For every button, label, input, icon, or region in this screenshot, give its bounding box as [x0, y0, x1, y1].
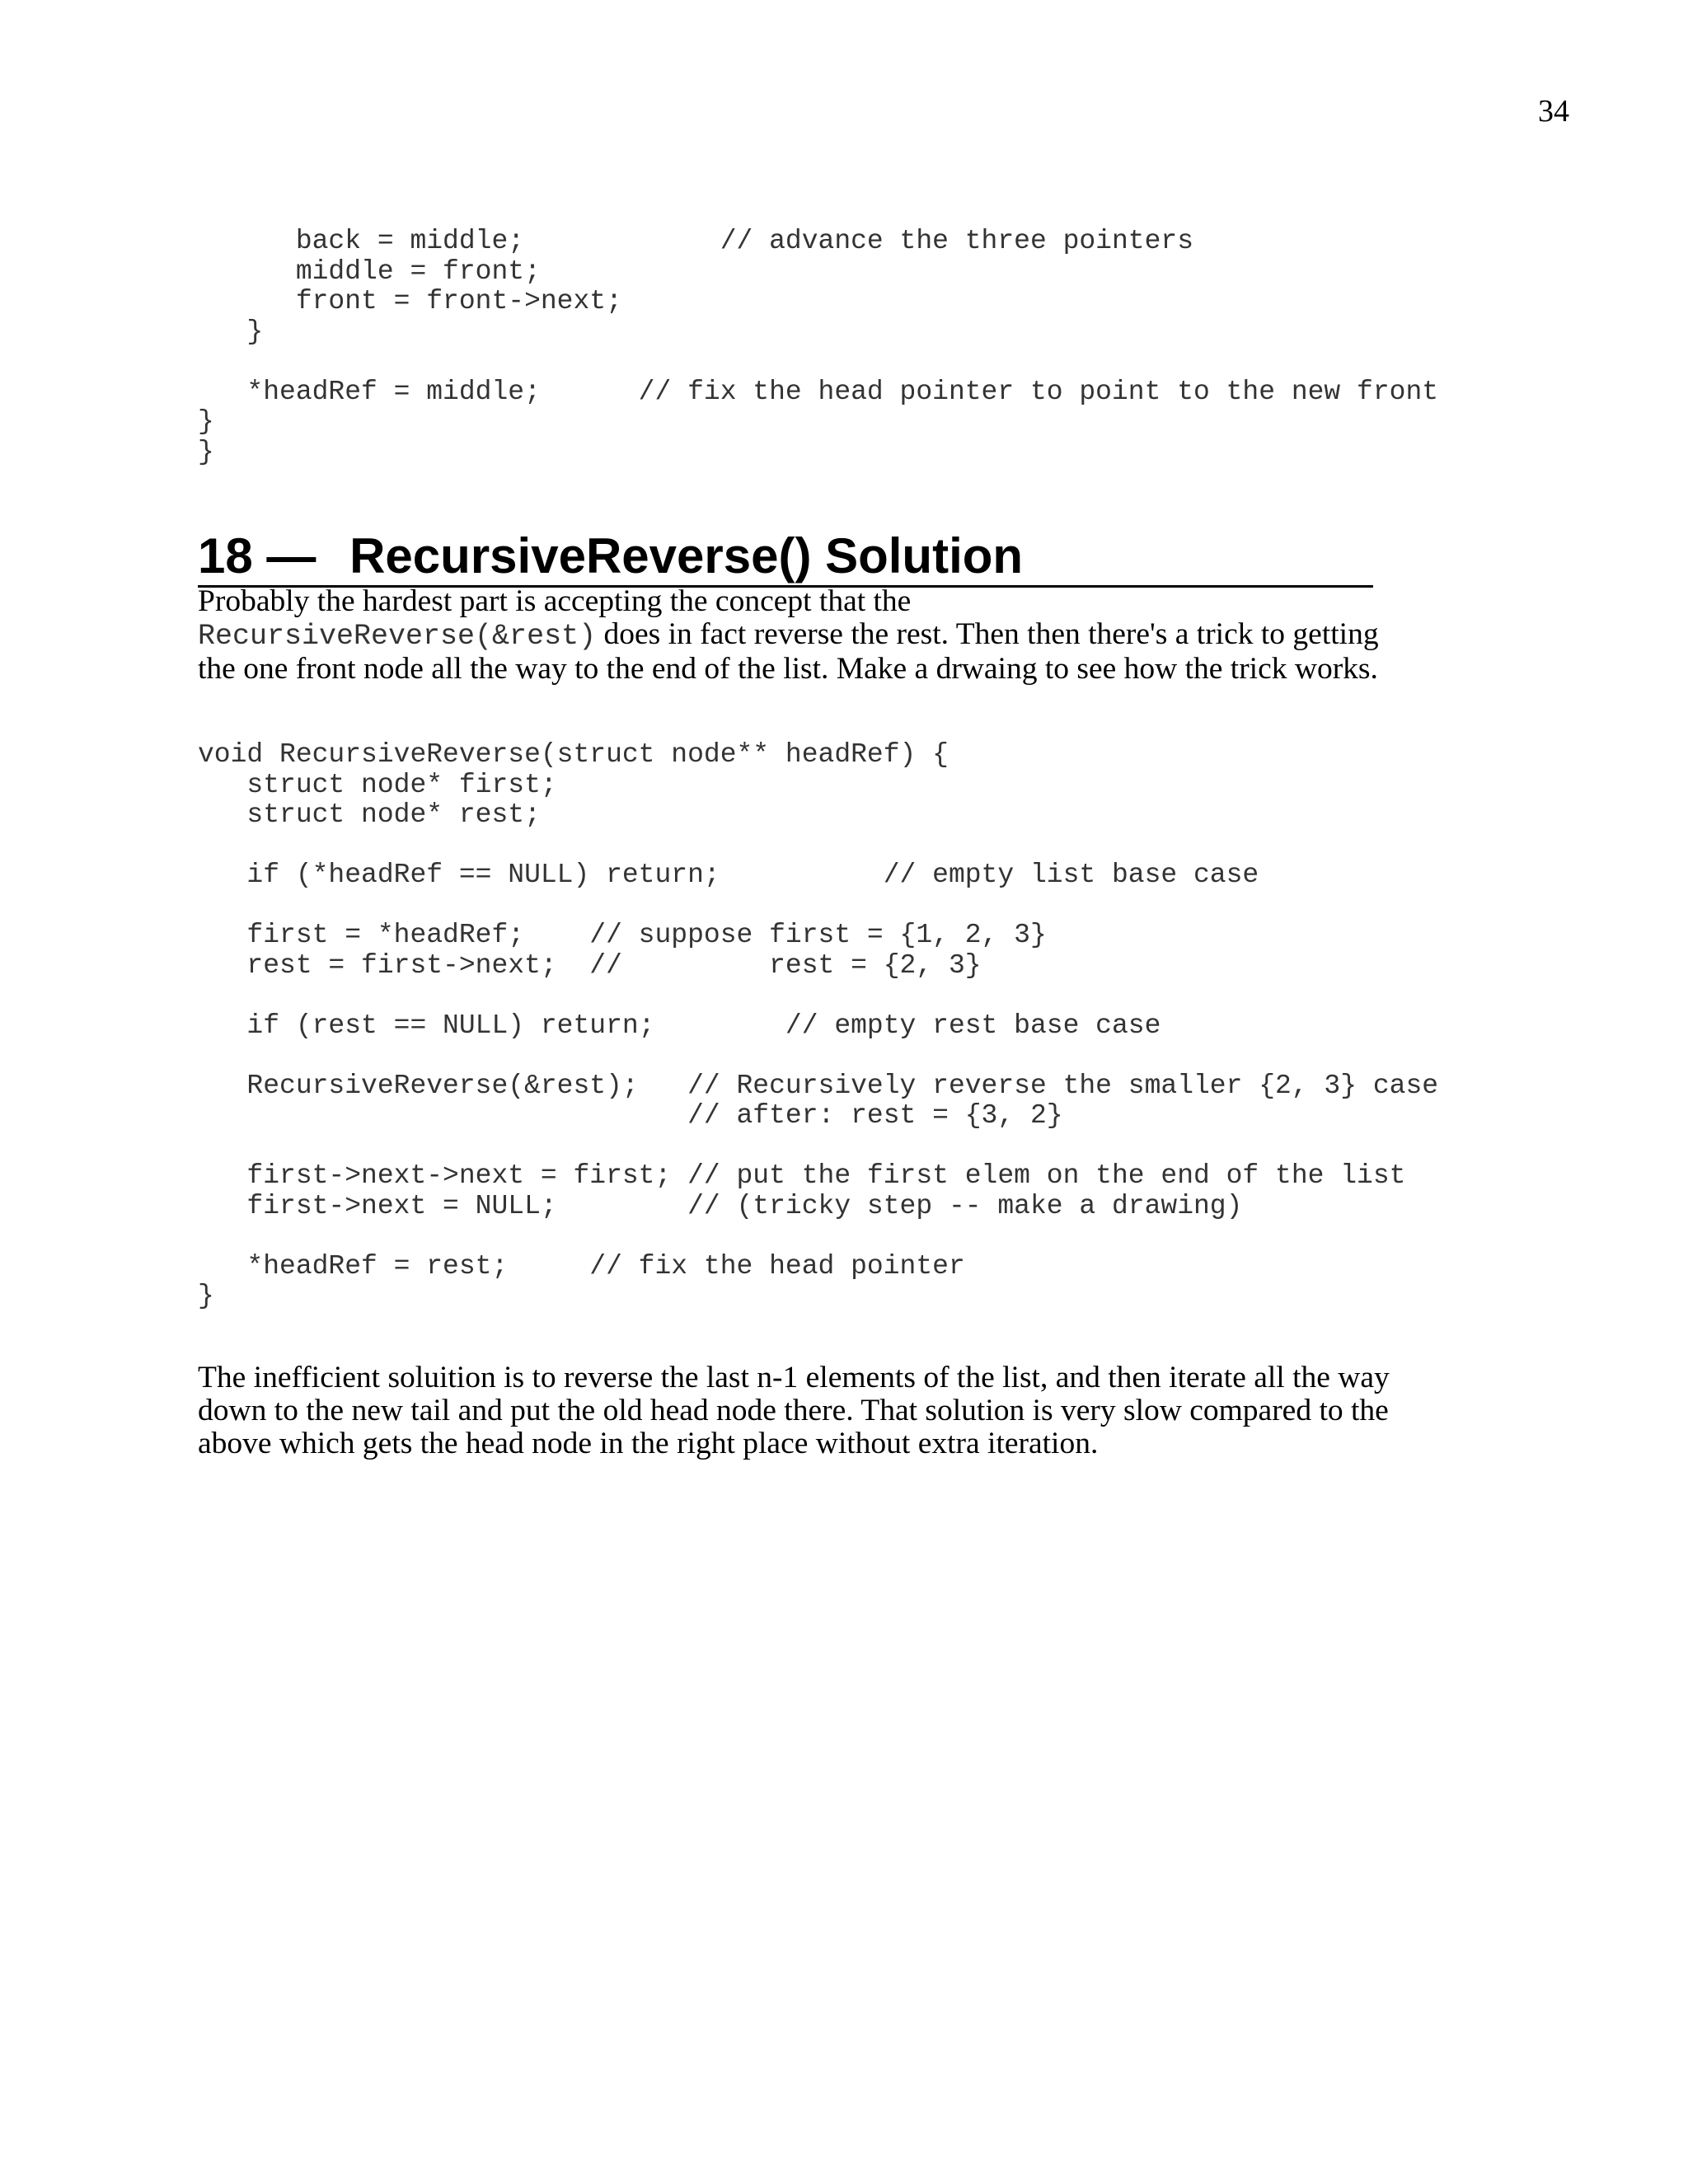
intro-paragraph [198, 585, 1401, 686]
code-line: RecursiveReverse(&rest); // Recursively reverse the smaller {2, 3} case [198, 1070, 1439, 1101]
code-line: rest = first->next; // rest = {2, 3} [198, 949, 982, 981]
code-line: middle = front; [198, 255, 541, 287]
code-line: first->next = NULL; // (tricky step -- make a drawing) [198, 1190, 1243, 1221]
code-line: void RecursiveReverse(struct node** headRef) { [198, 739, 949, 770]
code-line: } [198, 406, 214, 437]
code-block-main [198, 740, 1438, 1312]
code-line: if (*headRef == NULL) return; // empty list base case [198, 860, 1259, 890]
code-line: struct node* first; [198, 769, 557, 800]
code-line: // after: rest = {3, 2} [198, 1100, 1063, 1131]
code-line: struct node* rest; [198, 799, 541, 830]
code-line: *headRef = middle; // fix the head pointer to point to the new front [198, 376, 1439, 407]
section-heading [198, 527, 1373, 588]
page-number: 34 [1538, 94, 1569, 129]
section-number: 18 [198, 528, 253, 583]
code-line: } [198, 436, 214, 467]
code-line: first->next->next = first; // put the first elem on the end of the list [198, 1160, 1406, 1191]
code-line: if (rest == NULL) return; // empty rest base case [198, 1010, 1161, 1041]
code-line: } [198, 1281, 214, 1311]
code-line: back = middle; // advance the three pointers [198, 226, 1193, 256]
code-line: front = front->next; [198, 286, 622, 316]
outro-paragraph: The inefficient soluition is to reverse the last n-1 elements of the list, and then iterate all the way down to the new tail and put the old head node there. That solution is very slow compared to the above which gets the head node in the right place without extra iteration. [198, 1361, 1390, 1460]
section-title: RecursiveReverse() Solution [349, 528, 1024, 583]
code-block-top [198, 227, 1438, 467]
intro-text-after: does in fact reverse the rest. Then then there's a trick to getting the one front node all the way to the end of the list. Make a drwaing to see how the trick works. [198, 617, 1379, 686]
code-line: *headRef = rest; // fix the head pointer [198, 1250, 965, 1282]
code-line: } [198, 316, 264, 347]
section-dash: — [266, 528, 316, 583]
intro-inline-code: RecursiveReverse(&rest) [198, 620, 597, 653]
intro-text-before: Probably the hardest part is accepting the concept that the [198, 584, 912, 618]
code-line: first = *headRef; // suppose first = {1, 2, 3} [198, 920, 1047, 950]
